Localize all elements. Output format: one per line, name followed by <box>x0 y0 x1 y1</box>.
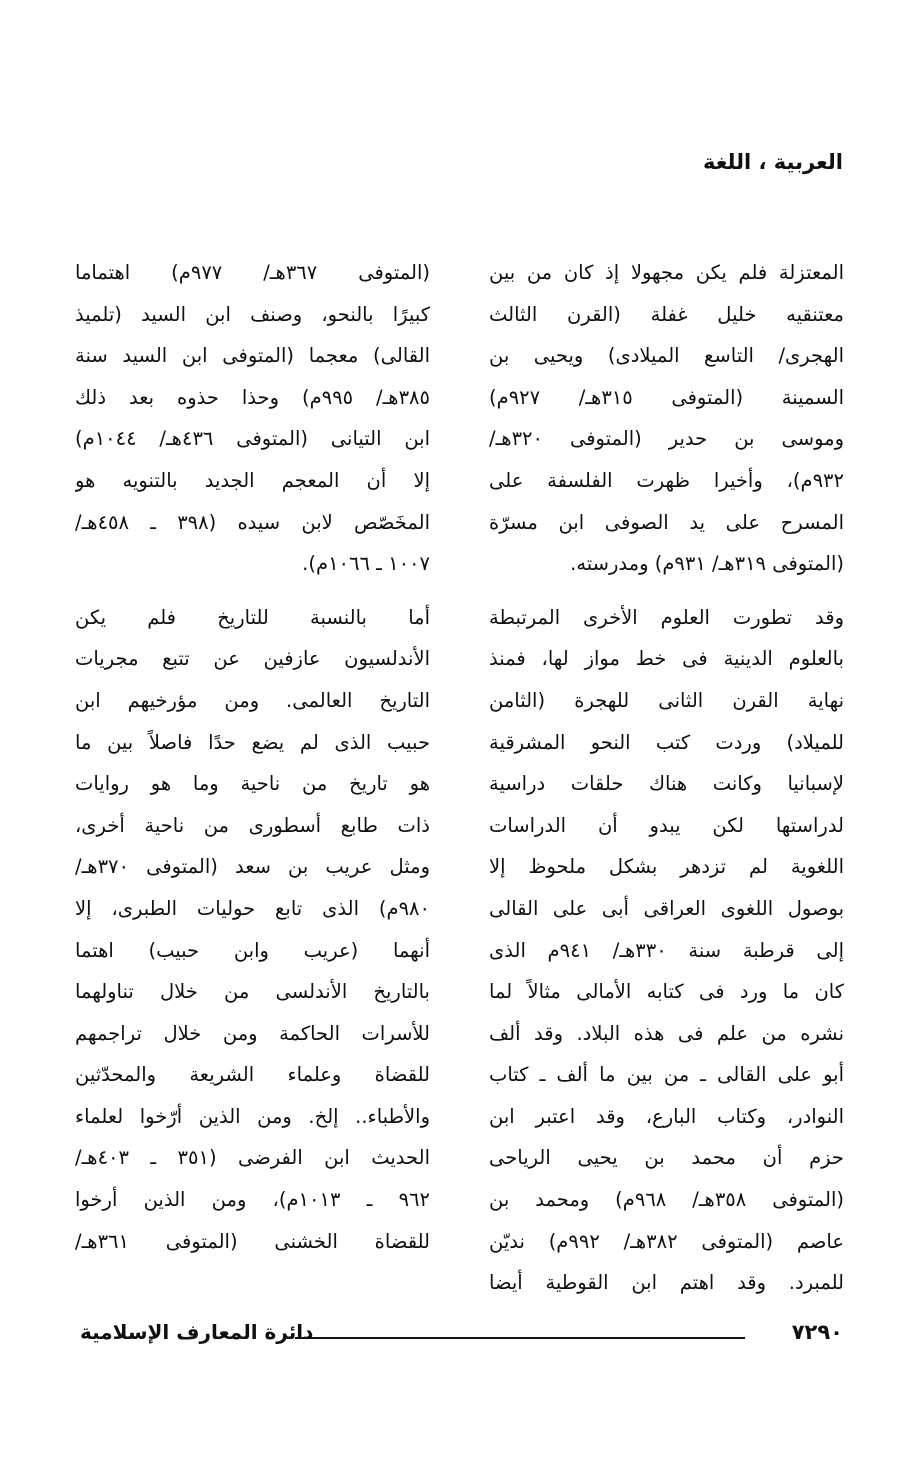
paragraph-gap <box>489 585 844 597</box>
text-line: ذات طابع أسطورى من ناحية أخرى، <box>75 813 430 837</box>
text-line: (المتوفى ٣٦٧هـ/ ٩٧٧م) اهتماما <box>75 261 430 284</box>
text-line: أنهما (عريب وابن حبيب) اهتما <box>75 938 430 962</box>
paragraph-gap <box>75 585 430 597</box>
text-line: كبيرًا بالنحو، وصنف ابن السيد (تلميذ <box>75 302 430 326</box>
paragraph <box>489 597 844 1304</box>
text-line: السمينة (المتوفى ٣١٥هـ/ ٩٢٧م) <box>489 385 844 409</box>
paragraph <box>489 252 844 585</box>
text-line: بالتاريخ الأندلسى من خلال تناولهما <box>75 980 430 1004</box>
text-line: للقضاة وعلماء الشريعة والمحدّثين <box>75 1063 430 1087</box>
text-line: النوادر، وكتاب البارع، وقد اعتبر ابن <box>489 1104 844 1128</box>
text-line: معتنقيه خليل غفلة (القرن الثالث <box>489 302 844 326</box>
text-line: الأندلسيون عازفين عن تتبع مجريات <box>75 647 430 671</box>
text-line: للأسرات الحاكمة ومن خلال تراجمهم <box>75 1021 430 1045</box>
publication-title: دائرة المعارف الإسلامية <box>80 1320 314 1344</box>
text-line: هو تاريخ من ناحية وما هو روايات <box>75 772 430 796</box>
text-line: (المتوفى ٣١٩هـ/ ٩٣١م) ومدرسته. <box>570 552 844 576</box>
text-line: عاصم (المتوفى ٣٨٢هـ/ ٩٩٢م) نديّن <box>489 1229 844 1253</box>
text-line: اللغوية لم تزدهر بشكل ملحوظ إلا <box>489 855 844 879</box>
text-line: ٩٦٢ ـ ١٠١٣م)، ومن الذين أرخوا <box>75 1188 430 1212</box>
text-line: ٩٣٢م)، وأخيرا ظهرت الفلسفة على <box>489 468 844 492</box>
text-line: ١٠٠٧ ـ ١٠٦٦م). <box>302 552 430 576</box>
text-line: المخَصّص لابن سيده (٣٩٨ ـ ٤٥٨هـ/ <box>75 510 430 534</box>
right-column <box>489 252 844 1304</box>
page-number: ٧٢٩٠ <box>791 1320 843 1344</box>
text-line: بوصول اللغوى العراقى أبى على القالى <box>489 896 844 920</box>
text-line: التاريخ العالمى. ومن مؤرخيهم ابن <box>75 688 430 712</box>
paragraph <box>75 597 430 1263</box>
text-line: أبو على القالى ـ من بين ما ألف ـ كتاب <box>489 1063 844 1087</box>
page-footer <box>80 1320 843 1354</box>
text-line: لإسبانيا وكانت هناك حلقات دراسية <box>489 772 844 796</box>
text-line: والأطباء.. إلخ. ومن الذين أرّخوا لعلماء <box>75 1104 430 1128</box>
text-line: للمبرد. وقد اهتم ابن القوطية أيضا <box>489 1271 844 1295</box>
paragraph <box>75 252 430 585</box>
text-line: لدراستها لكن يبدو أن الدراسات <box>489 813 844 837</box>
footer-rule <box>295 1337 745 1339</box>
text-line: ٣٨٥هـ/ ٩٩٥م) وحذا حذوه بعد ذلك <box>75 385 430 409</box>
text-line: أما بالنسبة للتاريخ فلم يكن <box>75 605 430 629</box>
text-line: نهاية القرن الثانى للهجرة (الثامن <box>489 688 844 712</box>
text-line: وقد تطورت العلوم الأخرى المرتبطة <box>489 605 844 629</box>
text-line: وموسى بن حدير (المتوفى ٣٢٠هـ/ <box>489 427 844 451</box>
text-line: للقضاة الخشنى (المتوفى ٣٦١هـ/ <box>75 1229 430 1253</box>
running-header: العربية ، اللغة <box>702 150 843 174</box>
text-line: حبيب الذى لم يضع حدًا فاصلاً بين ما <box>75 730 430 754</box>
left-column <box>75 252 430 1262</box>
text-line: ابن التيانى (المتوفى ٤٣٦هـ/ ١٠٤٤م) <box>75 427 430 451</box>
text-line: الحديث ابن الفرضى (٣٥١ ـ ٤٠٣هـ/ <box>75 1146 430 1170</box>
text-line: الهجرى/ التاسع الميلادى) ويحيى بن <box>489 344 844 368</box>
text-line: القالى) معجما (المتوفى ابن السيد سنة <box>75 344 430 368</box>
text-line: إلا أن المعجم الجديد بالتنويه هو <box>75 468 430 492</box>
text-line: كان ما ورد فى كتابه الأمالى مثالاً لما <box>489 980 844 1004</box>
text-line: ومثل عريب بن سعد (المتوفى ٣٧٠هـ/ <box>75 855 430 879</box>
text-line: بالعلوم الدينية فى خط مواز لها، فمنذ <box>489 647 844 671</box>
text-line: حزم أن محمد بن يحيى الرياحى <box>489 1146 844 1170</box>
text-line: ٩٨٠م) الذى تابع حوليات الطبرى، إلا <box>75 896 430 920</box>
text-line: المسرح على يد الصوفى ابن مسرّة <box>489 510 844 534</box>
text-line: المعتزلة فلم يكن مجهولا إذ كان من بين <box>489 261 844 284</box>
text-line: للميلاد) وردت كتب النحو المشرقية <box>489 730 844 754</box>
text-line: (المتوفى ٣٥٨هـ/ ٩٦٨م) ومحمد بن <box>489 1188 844 1212</box>
text-line: إلى قرطبة سنة ٣٣٠هـ/ ٩٤١م الذى <box>489 938 844 962</box>
text-line: نشره من علم فى هذه البلاد. وقد ألف <box>489 1021 844 1045</box>
